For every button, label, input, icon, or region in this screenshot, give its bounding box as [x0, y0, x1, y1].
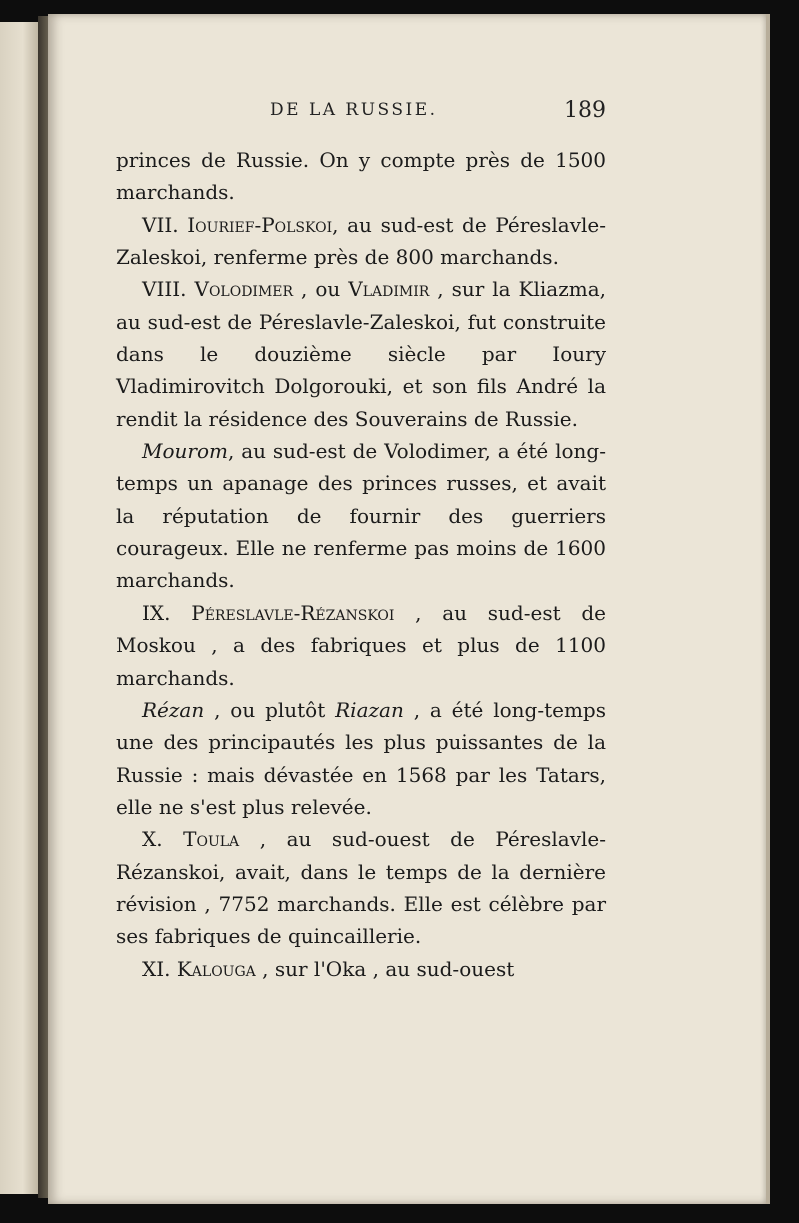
place-name: Riazan — [335, 697, 404, 722]
place-name: Kalouga — [176, 956, 256, 981]
section-number: XI. — [142, 956, 171, 981]
page-number: 189 — [564, 98, 606, 123]
place-name: Mourom — [142, 439, 228, 464]
body-text — [116, 144, 606, 985]
paragraph-xi — [116, 953, 606, 985]
paragraph-mourom — [116, 435, 606, 597]
paragraph-x — [116, 823, 606, 952]
place-name: Rézan — [142, 697, 205, 722]
running-head — [116, 98, 606, 132]
section-number: X. — [142, 827, 163, 852]
place-name: Iourief-Polskoi — [187, 212, 333, 237]
running-title: DE LA RUSSIE. — [270, 100, 438, 120]
paragraph-ix — [116, 597, 606, 694]
previous-page-edge — [0, 22, 40, 1194]
place-name: Vladimir — [348, 277, 430, 302]
paragraph-1-text: princes de Russie. On y compte près de 1500 marchands. — [116, 148, 606, 205]
section-number: VIII. — [142, 277, 187, 302]
section-number: VII. — [142, 212, 179, 237]
connector-text: , ou plutôt — [204, 697, 336, 722]
paragraph-rezan-text: , a été long-temps une des principautés les plus puissantes de la Russie : mais dévastée en 1568 par les Tatars, elle ne s'est plus relevée. — [116, 697, 606, 819]
paragraph-rezan — [116, 694, 606, 823]
section-number: IX. — [142, 600, 171, 625]
paragraph-viii — [116, 273, 606, 435]
paragraph-x-text: , au sud-ouest de Péreslavle-Rézanskoi, avait, dans le temps de la dernière révision , 7752 marchands. Elle est célèbre par ses fabriques de quincaillerie. — [116, 827, 607, 949]
connector-text: , ou — [293, 277, 349, 302]
paragraph-1 — [116, 144, 606, 209]
place-name: Péreslavle-Rézanskoi — [191, 600, 395, 625]
paragraph-viii-text: , sur la Kliazma, au sud-est de Péreslavle-Zaleskoi, fut construite dans le douzième siècle par Ioury Vladimirovitch Dolgorouki, et son fils André la rendit la résidence des Souverains de Russie. — [116, 277, 606, 431]
place-name: Toula — [183, 827, 240, 852]
place-name: Volodimer — [194, 277, 294, 302]
paragraph-vii-text: , au sud-est de Péreslavle-Zaleskoi, renferme près de 800 marchands. — [116, 212, 606, 270]
paragraph-xi-text: , sur l'Oka , au sud-ouest — [255, 956, 515, 981]
paragraph-mourom-text: , au sud-est de Volodimer, a été long-temps un apanage des princes russes, et avait la réputation de fournir des guerriers courageux. Elle ne renferme pas moins de 1600 marchands. — [116, 439, 606, 593]
paragraph-ix-text: , au sud-est de Moskou , a des fabriques et plus de 1100 marchands. — [116, 600, 607, 690]
paragraph-vii — [116, 209, 606, 274]
page-edge — [766, 14, 770, 1204]
